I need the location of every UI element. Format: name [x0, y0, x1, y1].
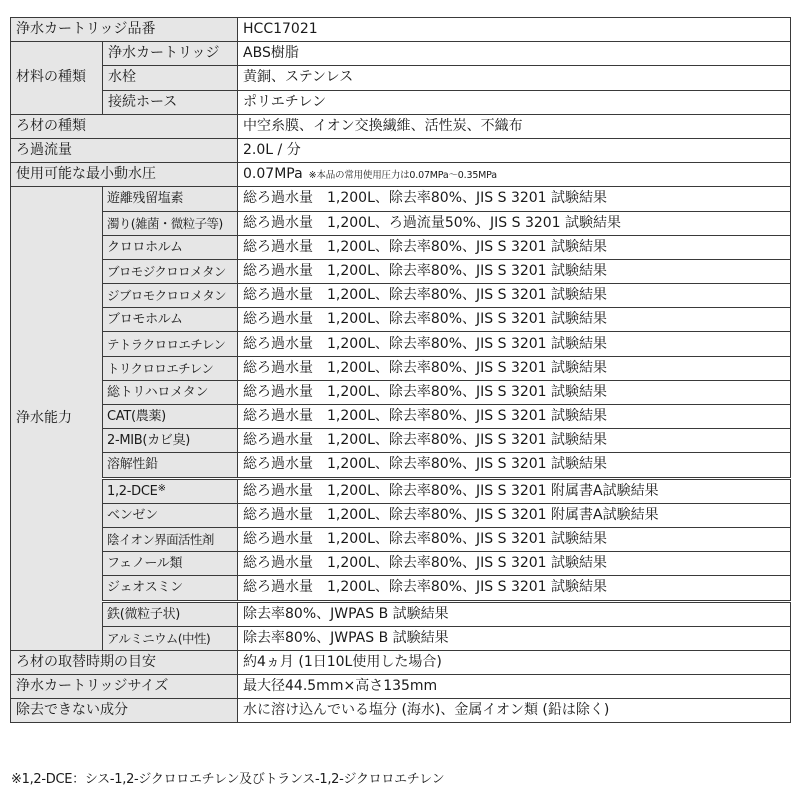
capacity-item-label: ベンゼン: [103, 503, 238, 527]
flow-rate-label: ろ過流量: [11, 138, 238, 162]
material-item-value: ABS樹脂: [238, 42, 791, 66]
table-row: [11, 18, 791, 42]
min-pressure-cell: [238, 163, 791, 187]
table-row: [11, 699, 791, 723]
table-row: [11, 429, 791, 453]
material-item-label: 浄水カートリッジ: [103, 42, 238, 66]
capacity-item-label: 陰イオン界面活性剤: [103, 527, 238, 551]
table-row: [11, 576, 791, 601]
table-row: [11, 626, 791, 650]
table-row: [11, 90, 791, 114]
material-item-value: ポリエチレン: [238, 90, 791, 114]
capacity-item-label: ジブロモクロロメタン: [103, 284, 238, 308]
capacity-item-value: 総ろ過水量 1,200L、除去率80%、JIS S 3201 試験結果: [238, 380, 791, 404]
table-row: [11, 66, 791, 90]
filter-material-label: ろ材の種類: [11, 114, 238, 138]
flow-rate-value: 2.0L / 分: [238, 138, 791, 162]
capacity-item-value: 総ろ過水量 1,200L、ろ過流量50%、JIS S 3201 試験結果: [238, 211, 791, 235]
capacity-item-label: テトラクロロエチレン: [103, 332, 238, 356]
capacity-item-value: 総ろ過水量 1,200L、除去率80%、JIS S 3201 試験結果: [238, 552, 791, 576]
replacement-label: ろ材の取替時期の目安: [11, 650, 238, 674]
capacity-item-value: 総ろ過水量 1,200L、除去率80%、JIS S 3201 試験結果: [238, 527, 791, 551]
capacity-item-value: 総ろ過水量 1,200L、除去率80%、JIS S 3201 試験結果: [238, 576, 791, 601]
capacity-item-value: 総ろ過水量 1,200L、除去率80%、JIS S 3201 試験結果: [238, 429, 791, 453]
table-row: [11, 163, 791, 187]
capacity-item-label: ブロモジクロロメタン: [103, 259, 238, 283]
material-item-label: 水栓: [103, 66, 238, 90]
not-removable-label: 除去できない成分: [11, 699, 238, 723]
table-row: [11, 380, 791, 404]
min-pressure-label: 使用可能な最小動水圧: [11, 163, 238, 187]
cartridge-size-label: 浄水カートリッジサイズ: [11, 675, 238, 699]
cartridge-size-value: 最大径44.5mm×高さ135mm: [238, 675, 791, 699]
table-row: [11, 211, 791, 235]
not-removable-value: 水に溶け込んでいる塩分 (海水)、金属イオン類 (鉛は除く): [238, 699, 791, 723]
capacity-item-value: 総ろ過水量 1,200L、除去率80%、JIS S 3201 試験結果: [238, 405, 791, 429]
capacity-item-value: 総ろ過水量 1,200L、除去率80%、JIS S 3201 試験結果: [238, 332, 791, 356]
cartridge-no-value: HCC17021: [238, 18, 791, 42]
material-item-label: 接続ホース: [103, 90, 238, 114]
capacity-item-value: 除去率80%、JWPAS B 試験結果: [238, 626, 791, 650]
table-row: [11, 527, 791, 551]
table-row: [11, 503, 791, 527]
capacity-item-label: CAT(農薬): [103, 405, 238, 429]
footnote: ※1,2-DCE：シス-1,2-ジクロロエチレン及びトランス-1,2-ジクロロエチレン: [11, 772, 445, 787]
table-row: [11, 138, 791, 162]
capacity-item-label: トリクロロエチレン: [103, 356, 238, 380]
capacity-item-value: 総ろ過水量 1,200L、除去率80%、JIS S 3201 附属書A試験結果: [238, 503, 791, 527]
table-row: [11, 675, 791, 699]
table-row: [11, 552, 791, 576]
dce-label: 1,2-DCE: [107, 483, 158, 499]
capacity-item-label: 遊離残留塩素: [103, 187, 238, 211]
capacity-item-label: 鉄(微粒子状): [103, 601, 238, 626]
capacity-item-value: 総ろ過水量 1,200L、除去率80%、JIS S 3201 試験結果: [238, 308, 791, 332]
capacity-item-label: ブロモホルム: [103, 308, 238, 332]
table-row: [11, 601, 791, 626]
capacity-item-label: 溶解性鉛: [103, 453, 238, 478]
capacity-item-label: ジェオスミン: [103, 576, 238, 601]
table-row: [11, 453, 791, 478]
capacity-item-value: 総ろ過水量 1,200L、除去率80%、JIS S 3201 試験結果: [238, 356, 791, 380]
table-row: [11, 284, 791, 308]
table-row: [11, 650, 791, 674]
materials-label: 材料の種類: [11, 42, 103, 115]
table-row: [11, 356, 791, 380]
table-row: [11, 114, 791, 138]
capacity-item-label: アルミニウム(中性): [103, 626, 238, 650]
spec-table: [10, 17, 791, 723]
capacity-item-value: 総ろ過水量 1,200L、除去率80%、JIS S 3201 試験結果: [238, 187, 791, 211]
capacity-item-label: クロロホルム: [103, 235, 238, 259]
capacity-item-value: 総ろ過水量 1,200L、除去率80%、JIS S 3201 試験結果: [238, 453, 791, 478]
min-pressure-value: 0.07MPa: [243, 165, 303, 182]
capacity-item-label: 濁り(雑菌・微粒子等): [103, 211, 238, 235]
table-row: [11, 478, 791, 503]
replacement-value: 約4ヵ月 (1日10L使用した場合): [238, 650, 791, 674]
capacity-item-label: 2-MIB(カビ臭): [103, 429, 238, 453]
table-row: [11, 405, 791, 429]
material-item-value: 黄銅、ステンレス: [238, 66, 791, 90]
table-row: [11, 332, 791, 356]
dce-footnote-mark: ※: [157, 482, 166, 494]
table-row: [11, 42, 791, 66]
capacity-item-label: 総トリハロメタン: [103, 380, 238, 404]
capacity-item-label: [103, 478, 238, 503]
capacity-item-value: 総ろ過水量 1,200L、除去率80%、JIS S 3201 試験結果: [238, 284, 791, 308]
capacity-item-value: 総ろ過水量 1,200L、除去率80%、JIS S 3201 附属書A試験結果: [238, 478, 791, 503]
table-row: [11, 235, 791, 259]
min-pressure-note: ※本品の常用使用圧力は0.07MPa～0.35MPa: [308, 169, 497, 181]
table-row: [11, 308, 791, 332]
capacity-item-value: 除去率80%、JWPAS B 試験結果: [238, 601, 791, 626]
capacity-item-label: フェノール類: [103, 552, 238, 576]
table-row: [11, 187, 791, 211]
capacity-item-value: 総ろ過水量 1,200L、除去率80%、JIS S 3201 試験結果: [238, 259, 791, 283]
filter-material-value: 中空糸膜、イオン交換繊維、活性炭、不織布: [238, 114, 791, 138]
table-row: [11, 259, 791, 283]
capacity-label: 浄水能力: [11, 187, 103, 651]
capacity-item-value: 総ろ過水量 1,200L、除去率80%、JIS S 3201 試験結果: [238, 235, 791, 259]
cartridge-no-label: 浄水カートリッジ品番: [11, 18, 238, 42]
